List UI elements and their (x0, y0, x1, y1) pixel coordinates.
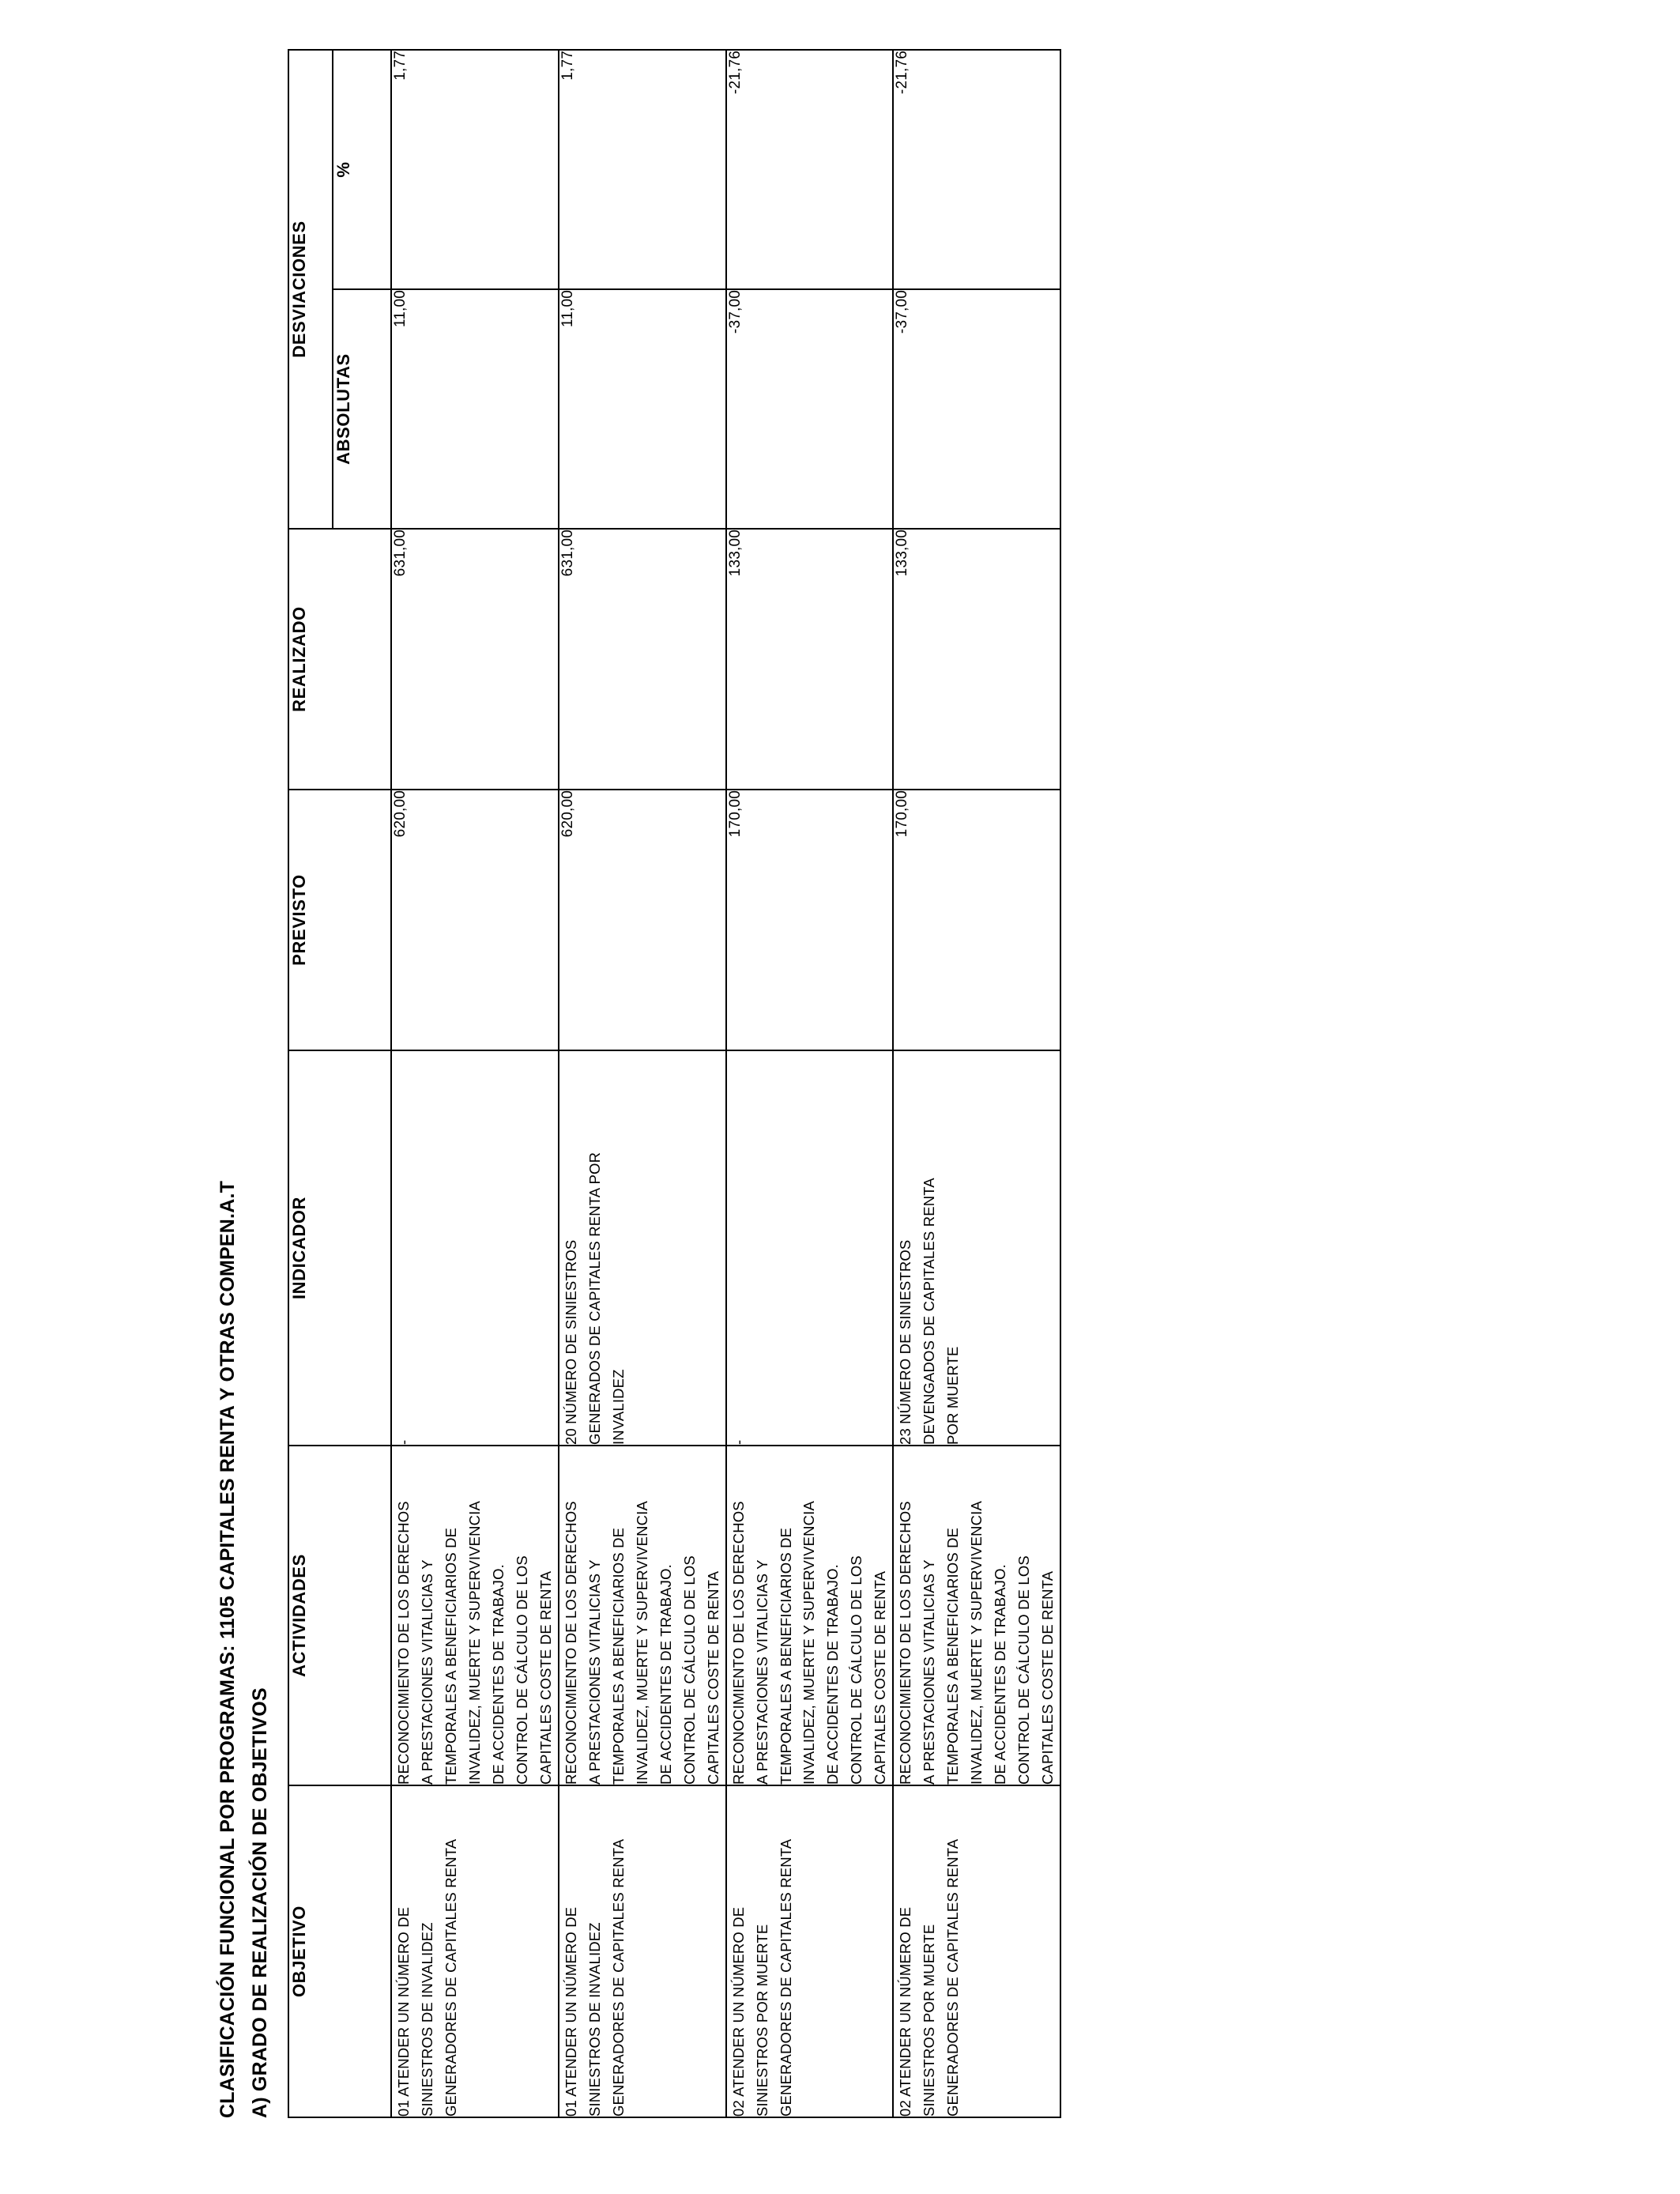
cell-porcentaje: -21,76 (726, 50, 894, 289)
table-header (288, 50, 391, 2117)
cell-previsto: 620,00 (391, 790, 559, 1050)
cell-indicador (391, 1050, 559, 1446)
cell-indicador (726, 1050, 894, 1446)
cell-actividades (559, 1446, 726, 1785)
cell-objetivo (893, 1785, 1060, 2117)
cell-objetivo (726, 1785, 894, 2117)
cell-absolutas: 11,00 (391, 289, 559, 529)
table-row (893, 50, 1060, 2117)
indicador-line: INVALIDEZ (609, 1369, 627, 1445)
cell-realizado: 133,00 (726, 529, 894, 790)
objectives-table (288, 49, 1061, 2118)
objetivo-line: GENERADORES DE CAPITALES RENTA (777, 1838, 794, 2117)
indicador-line: POR MUERTE (944, 1346, 962, 1445)
actividad-line: A PRESTACIONES VITALICIAS Y (418, 1559, 435, 1785)
actividad-line: INVALIDEZ, MUERTE Y SUPERVIVENCIA (800, 1501, 818, 1785)
indicador-line: 20 NÚMERO DE SINIESTROS (562, 1239, 579, 1445)
cell-previsto: 620,00 (559, 790, 726, 1050)
objetivo-line: GENERADORES DE CAPITALES RENTA (609, 1838, 627, 2117)
objetivo-line: 01 ATENDER UN NÚMERO DE (562, 1906, 579, 2117)
objetivo-line: GENERADORES DE CAPITALES RENTA (944, 1838, 962, 2117)
cell-previsto: 170,00 (893, 790, 1060, 1050)
table-header-row-1 (288, 50, 333, 2117)
table-row (726, 50, 894, 2117)
table-row (391, 50, 559, 2117)
document-heading (215, 221, 274, 2118)
actividad-line: DE ACCIDENTES DE TRABAJO. (992, 1564, 1009, 1785)
actividad-line: INVALIDEZ, MUERTE Y SUPERVIVENCIA (465, 1501, 483, 1785)
actividad-line: INVALIDEZ, MUERTE Y SUPERVIVENCIA (633, 1501, 650, 1785)
cell-absolutas: 11,00 (559, 289, 726, 529)
cell-absolutas: -37,00 (726, 289, 894, 529)
objetivo-line: SINIESTROS POR MUERTE (921, 1924, 938, 2117)
actividad-line: CONTROL DE CÁLCULO DE LOS (848, 1555, 865, 1785)
objetivo-line: GENERADORES DE CAPITALES RENTA (442, 1838, 459, 2117)
actividad-line: CAPITALES COSTE DE RENTA (704, 1570, 721, 1785)
cell-porcentaje: -21,76 (893, 50, 1060, 289)
cell-porcentaje: 1,77 (559, 50, 726, 289)
table-body (391, 50, 1060, 2117)
actividad-line: CAPITALES COSTE DE RENTA (872, 1570, 889, 1785)
actividad-line: RECONOCIMIENTO DE LOS DERECHOS (562, 1501, 579, 1785)
indicador-line: - (729, 1439, 747, 1445)
cell-indicador (559, 1050, 726, 1446)
actividad-line: DE ACCIDENTES DE TRABAJO. (657, 1564, 674, 1785)
cell-actividades (726, 1446, 894, 1785)
actividad-line: RECONOCIMIENTO DE LOS DERECHOS (729, 1501, 747, 1785)
objetivo-line: SINIESTROS DE INVALIDEZ (418, 1922, 435, 2117)
column-header-porcentaje: % (333, 50, 391, 289)
actividad-line: TEMPORALES A BENEFICIARIOS DE (609, 1527, 627, 1785)
indicador-line: GENERADOS DE CAPITALES RENTA POR (586, 1152, 603, 1445)
cell-realizado: 133,00 (893, 529, 1060, 790)
indicador-line: 23 NÚMERO DE SINIESTROS (897, 1239, 914, 1445)
actividad-line: CAPITALES COSTE DE RENTA (1039, 1570, 1057, 1785)
actividad-line: CAPITALES COSTE DE RENTA (537, 1570, 554, 1785)
cell-realizado: 631,00 (559, 529, 726, 790)
cell-objetivo (391, 1785, 559, 2117)
objetivo-line: 02 ATENDER UN NÚMERO DE (897, 1906, 914, 2117)
column-header-previsto: PREVISTO (288, 790, 391, 1050)
cell-indicador (893, 1050, 1060, 1446)
cell-porcentaje: 1,77 (391, 50, 559, 289)
actividad-line: TEMPORALES A BENEFICIARIOS DE (944, 1527, 962, 1785)
page-subtitle: A) GRADO DE REALIZACIÓN DE OBJETIVOS (248, 1687, 271, 2118)
column-header-indicador: INDICADOR (288, 1050, 391, 1446)
actividad-line: A PRESTACIONES VITALICIAS Y (586, 1559, 603, 1785)
objetivo-line: SINIESTROS POR MUERTE (753, 1924, 770, 2117)
actividad-line: RECONOCIMIENTO DE LOS DERECHOS (897, 1501, 914, 1785)
table-row (559, 50, 726, 2117)
cell-realizado: 631,00 (391, 529, 559, 790)
indicador-line: - (395, 1439, 412, 1445)
column-header-realizado: REALIZADO (288, 529, 391, 790)
actividad-line: CONTROL DE CÁLCULO DE LOS (680, 1555, 698, 1785)
actividad-line: TEMPORALES A BENEFICIARIOS DE (777, 1527, 794, 1785)
actividad-line: INVALIDEZ, MUERTE Y SUPERVIVENCIA (968, 1501, 985, 1785)
cell-previsto: 170,00 (726, 790, 894, 1050)
actividad-line: A PRESTACIONES VITALICIAS Y (921, 1559, 938, 1785)
cell-objetivo (559, 1785, 726, 2117)
actividad-line: CONTROL DE CÁLCULO DE LOS (513, 1555, 530, 1785)
page-title: CLASIFICACIÓN FUNCIONAL POR PROGRAMAS: 1105 CAPITALES RENTA Y OTRAS COMPEN.A.T (217, 1180, 239, 2118)
objetivo-line: SINIESTROS DE INVALIDEZ (586, 1922, 603, 2117)
column-header-objetivo: OBJETIVO (288, 1785, 391, 2117)
column-header-desviaciones: DESVIACIONES (288, 50, 333, 529)
indicador-line: DEVENGADOS DE CAPITALES RENTA (921, 1178, 938, 1445)
objetivo-line: 02 ATENDER UN NÚMERO DE (729, 1906, 747, 2117)
objetivo-line: 01 ATENDER UN NÚMERO DE (395, 1906, 412, 2117)
actividad-line: CONTROL DE CÁLCULO DE LOS (1015, 1555, 1033, 1785)
actividad-line: TEMPORALES A BENEFICIARIOS DE (442, 1527, 459, 1785)
actividad-line: DE ACCIDENTES DE TRABAJO. (824, 1564, 842, 1785)
column-header-absolutas: ABSOLUTAS (333, 289, 391, 529)
cell-actividades (893, 1446, 1060, 1785)
cell-absolutas: -37,00 (893, 289, 1060, 529)
actividad-line: RECONOCIMIENTO DE LOS DERECHOS (395, 1501, 412, 1785)
cell-actividades (391, 1446, 559, 1785)
column-header-actividades: ACTIVIDADES (288, 1446, 391, 1785)
actividad-line: DE ACCIDENTES DE TRABAJO. (489, 1564, 507, 1785)
actividad-line: A PRESTACIONES VITALICIAS Y (753, 1559, 770, 1785)
